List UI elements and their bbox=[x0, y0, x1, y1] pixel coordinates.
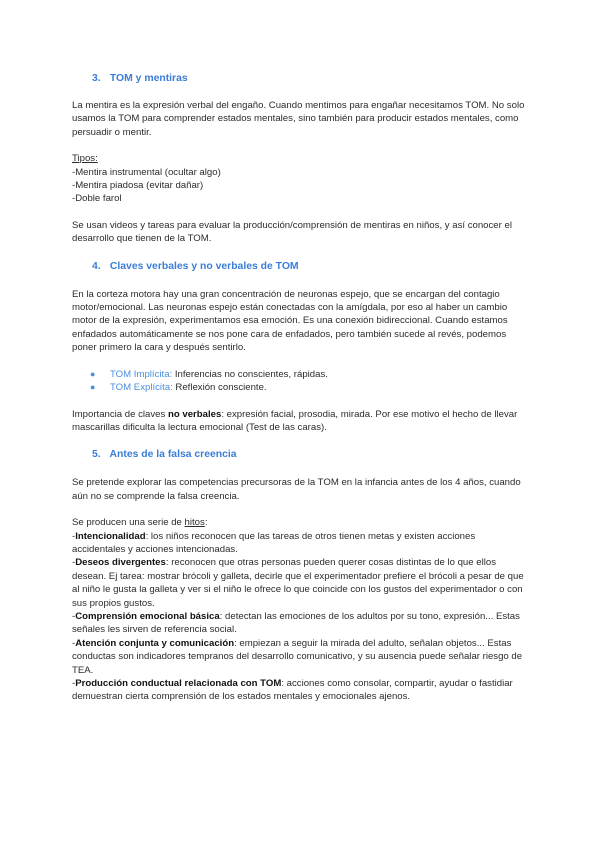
hito-item: -Intencionalidad: los niños reconocen que las tareas de otros tienen metas y existen acciones accidentales y acciones intencionadas. bbox=[72, 530, 476, 555]
hito-item: -Producción conductual relacionada con TOM: acciones como consolar, compartir, ayudar o fastidiar demuestran cierta comprensión de los estados mentales y emocionales ajenos. bbox=[72, 678, 513, 703]
bullet-item bbox=[72, 368, 528, 381]
section-4-paragraph-1: En la corteza motora hay una gran concentración de neuronas espejo, que se encargan del contagio motor/emocional. Las neuronas espejo están conectadas con la amígdala, por eso al haber un cambio motor de la expresión, experimentamos esa emoción. Es una conexión bidireccional. Cuando estamos enfadados automáticamente se nos pone cara de enfadados, pero también sucede al revés, podemos poner primero la cara y después sentirlo. bbox=[72, 288, 508, 354]
hito-text: : los niños reconocen que las tareas de otros tienen metas y existen acciones accidentales y acciones intencionadas. bbox=[72, 530, 476, 555]
hito-term: Atención conjunta y comunicación bbox=[75, 637, 235, 649]
hitos-intro bbox=[72, 516, 528, 529]
bold-term: no verbales bbox=[167, 408, 222, 420]
section-5-heading bbox=[72, 448, 528, 462]
tipos-label: Tipos: bbox=[72, 153, 98, 165]
tipo-item: -Mentira piadosa (evitar dañar) bbox=[72, 180, 204, 192]
hito-term: Comprensión emocional básica bbox=[75, 610, 220, 622]
section-5-title: Antes de la falsa creencia bbox=[109, 449, 237, 461]
section-4-heading bbox=[72, 260, 528, 274]
hito-item: -Atención conjunta y comunicación: empiezan a seguir la mirada del adulto, señalan objetos... Estas conductas son indicadores tempranos del desarrollo comunicativo, y su ausencia puede señalar riesgo de TEA. bbox=[72, 637, 523, 676]
text-run: : expresión facial, prosodia, mirada. Por ese motivo el hecho de llevar mascarillas dificulta la lectura emocional (Test de las caras). bbox=[72, 408, 518, 433]
section-3-title: TOM y mentiras bbox=[109, 73, 188, 84]
bullet-text: Inferencias no conscientes, rápidas. bbox=[172, 368, 328, 380]
section-3-paragraph-1: La mentira es la expresión verbal del engaño. Cuando mentimos para engañar necesitamos TOM. No solo usamos la TOM para comprender estados mentales, sino también para producir estados mentales, como persuadir o mentir. bbox=[72, 100, 525, 138]
document-content bbox=[72, 0, 528, 704]
section-4-paragraph-2 bbox=[72, 408, 528, 435]
bullet-term: TOM Explícita: bbox=[110, 382, 173, 394]
tipo-item: -Mentira instrumental (ocultar algo) bbox=[72, 166, 221, 178]
section-3-number: 3. bbox=[92, 73, 101, 84]
hito-item: -Deseos divergentes: reconocen que otras personas pueden querer cosas distintas de lo que ellos desean. Ej tarea: mostrar brócoli y galleta, decirle que el experimentador prefiere el brócoli a pesar de que al niño le gusta la galleta y ver si el niño le ofrece lo que coincide con los gustos del experimentador o con sus propios gustos. bbox=[72, 557, 524, 609]
bullet-dot-icon: ● bbox=[90, 368, 96, 379]
section-4-number: 4. bbox=[92, 260, 101, 272]
hito-term: Deseos divergentes bbox=[75, 557, 166, 569]
hito-term: Producción conductual relacionada con TOM bbox=[75, 678, 282, 689]
tipo-item: -Doble farol bbox=[72, 193, 122, 205]
bullet-term: TOM Implícita: bbox=[110, 368, 173, 380]
hito-term: Intencionalidad bbox=[75, 530, 146, 542]
hito-text: : reconocen que otras personas pueden querer cosas distintas de lo que ellos desean. Ej tarea: mostrar brócoli y galleta, decirle que el experimentador prefiere el brócoli a pesar de que al niño le gusta la galleta y ver si el niño le ofrece lo que coincide con los gustos del experimentador o con sus propios gustos. bbox=[72, 557, 524, 609]
underlined-term: hitos bbox=[184, 517, 205, 529]
text-run: Importancia de claves bbox=[72, 408, 168, 420]
section-4-title: Claves verbales y no verbales de TOM bbox=[109, 260, 299, 272]
section-3-paragraph-2: Se usan videos y tareas para evaluar la producción/comprensión de mentiras en niños, y así conocer el desarrollo que tienen de la TOM. bbox=[72, 219, 512, 245]
bullet-item bbox=[72, 381, 528, 394]
hito-text: : detectan las emociones de los adultos por su tono, expresión... Estas señales les sirven de referencia social. bbox=[72, 610, 520, 636]
text-run: : bbox=[204, 517, 208, 529]
section-5-paragraph-1: Se pretende explorar las competencias precursoras de la TOM en la infancia antes de los 4 años, cuando aún no se comprende la falsa creencia. bbox=[72, 477, 521, 502]
bullet-dot-icon: ● bbox=[90, 382, 96, 393]
section-3-heading bbox=[72, 72, 528, 86]
hito-text: : acciones como consolar, compartir, ayudar o fastidiar demuestran cierta comprensión de los estados mentales y emocionales ajenos. bbox=[72, 678, 513, 703]
section-5-number: 5. bbox=[92, 449, 101, 461]
hito-item: -Comprensión emocional básica: detectan las emociones de los adultos por su tono, expresión... Estas señales les sirven de referencia social. bbox=[72, 610, 520, 636]
bullet-text: Reflexión consciente. bbox=[172, 382, 267, 394]
hito-text: : empiezan a seguir la mirada del adulto, señalan objetos... Estas conductas son indicadores tempranos del desarrollo comunicativo, y su ausencia puede señalar riesgo de TEA. bbox=[72, 637, 523, 676]
text-run: Se producen una serie de bbox=[72, 517, 185, 529]
